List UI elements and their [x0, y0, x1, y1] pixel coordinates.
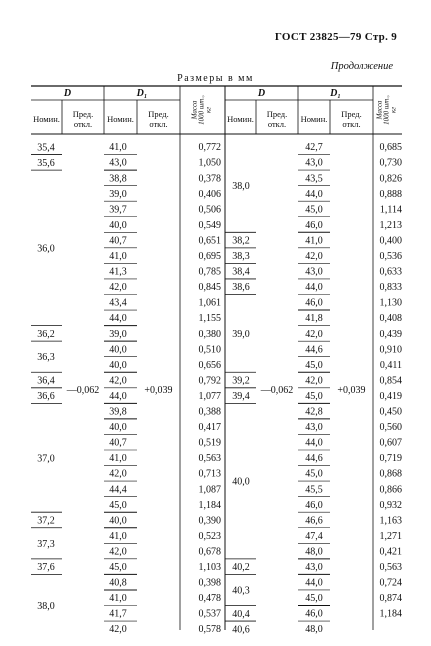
left-mass-value: 1,184 — [198, 499, 221, 511]
left-mass-value: 1,061 — [198, 297, 221, 309]
left-mass-value: 0,398 — [198, 577, 221, 589]
right-D1-value: 46,0 — [305, 499, 323, 511]
left-D1-value: 40,0 — [109, 359, 127, 371]
deviation-header: Пред. — [148, 109, 169, 119]
left-mass-value: 1,103 — [198, 562, 221, 574]
left-D1-value: 41,0 — [109, 530, 127, 542]
right-D1-value: 46,0 — [305, 608, 323, 620]
left-D1-value: 41,3 — [109, 266, 127, 278]
right-D1-value: 42,0 — [305, 375, 323, 387]
right-D-value: 40,2 — [232, 562, 250, 574]
right-D1-value: 42,0 — [305, 251, 323, 263]
continuation-label: Продолжение — [330, 61, 393, 72]
right-mass-value: 0,854 — [379, 375, 402, 387]
right-D-value: 39,2 — [232, 375, 250, 387]
right-mass-value: 0,439 — [379, 328, 402, 340]
left-D-header: D — [63, 88, 72, 99]
left-mass-value: 1,155 — [198, 313, 221, 325]
left-D1-value: 41,7 — [109, 608, 127, 620]
right-D1-value: 45,5 — [305, 484, 323, 496]
left-D-value: 36,6 — [37, 391, 55, 403]
right-D1-value: 45,0 — [305, 204, 323, 216]
left-D1-value: 40,0 — [109, 422, 127, 434]
left-mass-value: 0,563 — [198, 453, 221, 465]
left-D-value: 37,6 — [37, 562, 55, 574]
page-number: Стр. 9 — [364, 31, 397, 43]
right-D1-value: 43,0 — [305, 562, 323, 574]
right-D-value: 39,0 — [232, 328, 250, 340]
left-mass-value: 0,792 — [198, 375, 221, 387]
left-mass-value: 0,845 — [198, 282, 221, 294]
left-D1-value: 40,7 — [109, 437, 127, 449]
right-mass-value: 1,114 — [379, 204, 402, 216]
right-mass-value: 0,607 — [379, 437, 402, 449]
left-D1-value: 43,0 — [109, 157, 127, 169]
right-D1-value: 44,0 — [305, 577, 323, 589]
right-D1-value: 42,0 — [305, 328, 323, 340]
left-D1-value: 38,8 — [109, 173, 127, 185]
right-mass-value: 0,833 — [379, 282, 402, 294]
left-D1-value: 41,0 — [109, 453, 127, 465]
deviation-header: откл. — [342, 119, 361, 129]
right-mass-value: 0,421 — [379, 546, 402, 558]
left-mass-value: 0,578 — [198, 624, 221, 636]
deviation-header: Пред. — [341, 109, 362, 119]
right-D1-value: 41,0 — [305, 235, 323, 247]
right-D1-value: 47,4 — [305, 530, 323, 542]
deviation-header: Пред. — [266, 109, 288, 119]
left-D1-value: 42,0 — [109, 546, 127, 558]
right-D-value: 38,3 — [232, 251, 250, 263]
right-mass-value: 0,563 — [379, 562, 402, 574]
right-D1-value: 41,8 — [305, 313, 323, 325]
right-D1-value: 43,0 — [305, 422, 323, 434]
right-mass-value: 0,419 — [379, 390, 402, 402]
right-D1-value: 44,6 — [305, 453, 323, 465]
left-D1-deviation: +0,039 — [144, 385, 173, 397]
right-mass-value: 0,932 — [379, 499, 402, 511]
right-D1-value: 45,0 — [305, 390, 323, 402]
right-D-value: 40,3 — [232, 585, 250, 597]
right-D-value: 38,6 — [232, 282, 250, 294]
right-mass-value: 1,130 — [379, 297, 402, 309]
left-D-value: 36,3 — [37, 352, 55, 364]
left-D1-value: 39,0 — [109, 328, 127, 340]
deviation-header: откл. — [267, 119, 287, 129]
right-D1-value: 43,5 — [305, 173, 323, 185]
nominal-header: Номин. — [227, 114, 254, 124]
left-D1-value: 40,0 — [109, 515, 127, 527]
right-mass-value: 1,163 — [379, 515, 402, 527]
right-D1-value: 43,0 — [305, 157, 323, 169]
left-D-value: 35,6 — [37, 157, 55, 169]
left-mass-value: 1,050 — [198, 157, 221, 169]
mass-header: Масса — [190, 100, 199, 120]
deviation-header: Пред. — [72, 109, 94, 119]
left-D1-value: 42,0 — [109, 624, 127, 636]
left-mass-value: 0,417 — [198, 422, 221, 434]
left-mass-value: 0,478 — [198, 593, 221, 605]
right-D1-value: 42,7 — [305, 142, 323, 154]
mass-header: 1000 шт., — [382, 95, 391, 125]
right-D-deviation: —0,062 — [260, 385, 294, 397]
left-mass-value: 0,713 — [198, 468, 221, 480]
left-mass-value: 0,678 — [198, 546, 221, 558]
right-mass-value: 0,888 — [379, 188, 402, 200]
right-D-value: 38,0 — [232, 181, 250, 193]
left-D1-value: 40,0 — [109, 219, 127, 231]
right-D1-value: 48,0 — [305, 624, 323, 636]
right-D1-value: 44,6 — [305, 344, 323, 356]
left-D-value: 36,4 — [37, 375, 55, 387]
left-D1-value: 43,4 — [109, 297, 127, 309]
left-D1-value: 39,8 — [109, 406, 127, 418]
right-mass-value: 0,408 — [379, 313, 402, 325]
right-D1-value: 45,0 — [305, 593, 323, 605]
mass-header: кг — [389, 106, 398, 114]
left-mass-value: 0,651 — [198, 235, 221, 247]
right-D1-value: 44,0 — [305, 282, 323, 294]
right-mass-value: 0,685 — [379, 142, 402, 154]
left-D1-value: 40,8 — [109, 577, 127, 589]
nominal-header: Номин. — [33, 114, 60, 124]
left-mass-value: 0,549 — [198, 219, 221, 231]
left-D1-value: 44,4 — [109, 484, 127, 496]
right-mass-value: 0,730 — [379, 157, 402, 169]
left-D1-value: 44,0 — [109, 390, 127, 402]
left-mass-value: 0,506 — [198, 204, 221, 216]
right-mass-value: 1,213 — [379, 219, 402, 231]
right-mass-value: 0,910 — [379, 344, 402, 356]
right-D-value: 38,4 — [232, 266, 250, 278]
left-mass-value: 0,695 — [198, 251, 221, 263]
left-mass-value: 0,519 — [198, 437, 221, 449]
right-mass-value: 0,719 — [379, 453, 402, 465]
left-D1-value: 45,0 — [109, 562, 127, 574]
left-D1-header: D₁ — [136, 88, 148, 99]
right-D1-value: 44,0 — [305, 437, 323, 449]
right-D1-value: 46,0 — [305, 219, 323, 231]
right-mass-value: 0,826 — [379, 173, 402, 185]
right-D1-value: 46,6 — [305, 515, 323, 527]
left-D1-value: 41,0 — [109, 142, 127, 154]
left-D1-value: 40,0 — [109, 344, 127, 356]
deviation-header: откл. — [149, 119, 168, 129]
left-D1-value: 45,0 — [109, 499, 127, 511]
right-mass-value: 0,724 — [379, 577, 402, 589]
left-mass-value: 0,388 — [198, 406, 221, 418]
left-D-value: 36,0 — [37, 243, 55, 255]
left-D1-value: 44,0 — [109, 313, 127, 325]
right-D-value: 40,4 — [232, 608, 250, 620]
left-D-value: 37,0 — [37, 453, 55, 465]
left-mass-value: 0,510 — [198, 344, 221, 356]
left-mass-value: 0,785 — [198, 266, 221, 278]
left-mass-value: 0,380 — [198, 328, 221, 340]
left-D1-value: 41,0 — [109, 251, 127, 263]
right-D1-value: 44,0 — [305, 188, 323, 200]
left-mass-value: 0,537 — [198, 608, 221, 620]
nominal-header: Номин. — [107, 114, 134, 124]
left-mass-value: 0,772 — [198, 142, 221, 154]
mass-header: 1000 шт., — [197, 95, 206, 125]
right-D1-value: 45,0 — [305, 359, 323, 371]
right-D-value: 39,4 — [232, 391, 250, 403]
left-D1-value: 42,0 — [109, 282, 127, 294]
left-mass-value: 1,087 — [198, 484, 221, 496]
right-mass-value: 0,536 — [379, 251, 402, 263]
right-mass-value: 0,868 — [379, 468, 402, 480]
left-D-value: 36,2 — [37, 328, 55, 340]
doc-number: ГОСТ 23825—79 — [274, 31, 362, 43]
right-mass-value: 0,400 — [379, 235, 402, 247]
right-mass-value: 0,560 — [379, 422, 402, 434]
right-D-value: 38,2 — [232, 235, 250, 247]
mass-header: Масса — [375, 100, 384, 120]
right-D1-value: 48,0 — [305, 546, 323, 558]
left-D-value: 37,3 — [37, 538, 55, 550]
left-D-value: 37,2 — [37, 515, 55, 527]
right-D-header: D — [257, 88, 266, 99]
right-mass-value: 0,874 — [379, 593, 402, 605]
left-D-value: 38,0 — [37, 601, 55, 612]
right-mass-value: 0,866 — [379, 484, 402, 496]
right-D1-deviation: +0,039 — [337, 385, 366, 397]
left-D-deviation: —0,062 — [66, 385, 100, 397]
right-D1-header: D₁ — [330, 88, 341, 99]
nominal-header: Номин. — [300, 114, 328, 124]
left-D1-value: 39,0 — [109, 188, 127, 200]
right-D1-value: 43,0 — [305, 266, 323, 278]
left-D1-value: 39,7 — [109, 204, 127, 216]
right-mass-value: 0,450 — [379, 406, 402, 418]
left-D1-value: 40,7 — [109, 235, 127, 247]
left-D1-value: 42,0 — [109, 468, 127, 480]
right-mass-value: 0,633 — [379, 266, 402, 278]
left-mass-value: 1,077 — [198, 390, 221, 402]
left-mass-value: 0,523 — [198, 530, 221, 542]
right-D-value: 40,0 — [232, 476, 250, 488]
right-D-value: 40,6 — [232, 624, 250, 636]
right-mass-value: 0,411 — [379, 359, 402, 371]
right-mass-value: 1,271 — [379, 530, 402, 542]
right-D1-value: 46,0 — [305, 297, 323, 309]
left-mass-value: 0,656 — [198, 359, 221, 371]
right-D1-value: 42,8 — [305, 406, 323, 418]
mass-header: кг — [204, 106, 213, 114]
left-mass-value: 0,406 — [198, 188, 221, 200]
right-mass-value: 1,184 — [379, 608, 402, 620]
left-D1-value: 41,0 — [109, 593, 127, 605]
left-D-value: 35,4 — [37, 142, 55, 154]
left-D1-value: 42,0 — [109, 375, 127, 387]
left-mass-value: 0,378 — [198, 173, 221, 185]
table-caption: Размеры в мм — [177, 73, 254, 84]
left-mass-value: 0,390 — [198, 515, 221, 527]
right-D1-value: 45,0 — [305, 468, 323, 480]
deviation-header: откл. — [73, 119, 93, 129]
